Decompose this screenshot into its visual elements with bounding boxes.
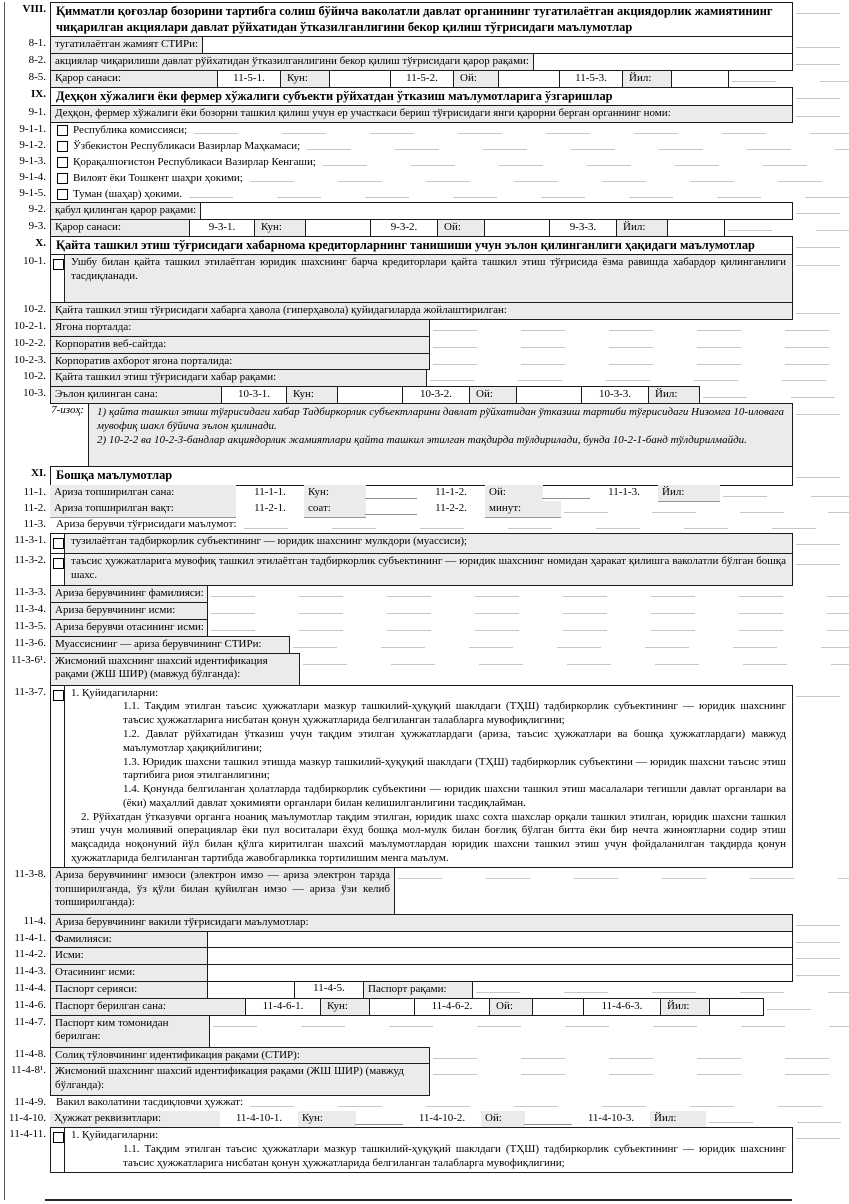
scan-artifact-dashes <box>792 931 849 949</box>
static-text: Ариза берувчи тўғрисидаги маълумот: <box>56 517 237 530</box>
scan-artifact-dashes <box>429 1063 849 1096</box>
form-row <box>0 1127 849 1172</box>
form-row <box>0 302 849 320</box>
scan-artifact-dashes <box>792 685 849 868</box>
scan-artifact-dashes <box>792 87 849 107</box>
section-title: Деҳқон хўжалиги ёки фермер хўжалиги субъекти рўйхатдан ўтказиш маълумотларига ўзгаришлар <box>50 87 793 107</box>
field-label: Деҳқон, фермер хўжалиги ёки бозорни ташкил қилиш учун ер участкаси бериш тўғрисидаги янги қарорни берган органнинг номи: <box>50 105 793 123</box>
scan-artifact-dashes <box>319 154 849 171</box>
checkbox-cell <box>50 254 65 303</box>
form-row <box>0 236 849 256</box>
field-code: 10-3-3. <box>581 386 649 404</box>
field-code: 11-5-3. <box>559 70 623 88</box>
input-box[interactable] <box>202 36 793 54</box>
form-row <box>0 585 849 603</box>
field-sublabel: Кун: <box>304 485 366 502</box>
field-label: тугатилаётган жамият СТИРи: <box>50 36 203 54</box>
form-row <box>0 122 849 139</box>
blank-underline[interactable] <box>524 1124 572 1125</box>
form-row <box>0 914 849 932</box>
form-row <box>0 653 849 686</box>
scan-artifact-dashes <box>792 2 849 37</box>
checkbox-option <box>50 154 320 171</box>
item-number: 11-4-7. <box>14 1015 46 1028</box>
field-label: Паспорт рақами: <box>363 981 473 999</box>
scan-artifact-dashes <box>792 36 849 54</box>
item-number: 9-1-5. <box>19 186 46 199</box>
scan-artifact-dashes <box>792 964 849 982</box>
scan-artifact-dashes <box>246 1095 849 1112</box>
field-code: 11-4-6-1. <box>245 998 321 1016</box>
scan-artifact-dashes <box>792 914 849 932</box>
item-number: 11-4-9. <box>14 1096 46 1109</box>
declaration-block <box>64 685 793 868</box>
field-label: Корпоратив веб-сайтда: <box>50 336 430 354</box>
section-title: Қимматли қоғозлар бозорини тартибга солиш бўйича ваколатли давлат органининг тугатилаётган акциядорлик жамиятининг чиқарилган акциялари давлат рўйхатидан ўтказилганлигини бекор қилиш тўғрисидаги маълумотлар <box>50 2 793 37</box>
field-label: Ариза берувчининг имзоси (электрон имзо — ариза электрон тарзда топширилганда, ўз қўли билан қуйилган имзо — ариза ўзи келиб топширилганда): <box>50 867 395 915</box>
field-label: Ягона порталда: <box>50 319 430 337</box>
scan-artifact-dashes <box>792 947 849 965</box>
field-label: Жисмоний шахснинг шахсий идентификация рақами (ЖШ ШИР) (мавжуд бўлганда): <box>50 1063 430 1096</box>
input-box[interactable] <box>207 947 793 965</box>
checkbox-cell <box>50 1127 65 1172</box>
field-code: 11-4-6-3. <box>583 998 661 1016</box>
scan-artifact-dashes <box>560 501 849 518</box>
field-label: Корпоратив ахборот ягона порталида: <box>50 353 430 371</box>
item-number: 11-2. <box>23 501 46 514</box>
form-row <box>0 353 849 371</box>
option-label: Республика комиссияси; <box>73 123 188 136</box>
page-bottom-border <box>45 1199 792 1201</box>
item-number: 9-3. <box>28 219 46 232</box>
item-number: 9-1. <box>28 106 46 119</box>
form-row <box>0 2 849 37</box>
form-row <box>0 636 849 654</box>
field-label: Паспорт берилган сана: <box>50 998 246 1016</box>
field-sublabel: Йил: <box>616 219 668 237</box>
item-number: 10-2. <box>23 370 46 383</box>
field-code: 10-3-2. <box>402 386 470 404</box>
statement-text: таъсис ҳужжатларига мувофиқ ташкил этилаётган тадбиркорлик субъектининг — юридик шахснинг номидан ҳаракат қилишга ваколатли бўлган бошқа шахс. <box>64 553 793 586</box>
field-sublabel: Кун: <box>320 998 370 1016</box>
item-number: X. <box>35 236 46 249</box>
field-label: Жисмоний шахснинг шахсий идентификация рақами (ЖШ ШИР) (мавжуд бўлганда): <box>50 653 300 686</box>
item-number: 11-3-1. <box>14 533 46 546</box>
field-label: Қарор санаси: <box>50 70 218 88</box>
checkbox-cell <box>50 553 65 586</box>
paragraph: 1.2. Давлат рўйхатидан ўтказиш учун тақдим этилган ҳужжатлардаги (ариза, таъсис ҳужжатлари ва бошқа ҳужжатлардаги) мавжуд маълумотлар ҳақиқийлигини; <box>123 727 786 754</box>
checkbox[interactable] <box>57 125 68 136</box>
scan-artifact-dashes <box>394 867 849 915</box>
scan-artifact-dashes <box>763 998 849 1016</box>
item-number: 10-2. <box>23 303 46 316</box>
field-sublabel: Ариза топширилган вақт: <box>50 501 236 518</box>
form-row <box>0 1047 849 1065</box>
input-box[interactable] <box>207 964 793 982</box>
paragraph: 1. Қуйидагиларни: <box>71 686 159 699</box>
field-label: Қайта ташкил этиш тўғрисидаги хабар рақами: <box>50 369 427 387</box>
form-row <box>0 219 849 237</box>
checkbox-option <box>50 170 247 187</box>
checkbox[interactable] <box>53 259 64 270</box>
field-sublabel: соат: <box>304 501 366 518</box>
field-label: Муассиснинг — ариза берувчининг СТИРи: <box>50 636 290 654</box>
item-number: 10-2-2. <box>13 336 46 349</box>
input-box[interactable] <box>533 53 793 71</box>
scan-artifact-dashes <box>207 602 849 620</box>
field-code: 9-3-2. <box>370 219 438 237</box>
checkbox[interactable] <box>53 538 64 549</box>
form-row <box>0 1063 849 1096</box>
scan-artifact-dashes <box>792 236 849 256</box>
scan-artifact-dashes <box>792 466 849 486</box>
paragraph: 1) қайта ташкил этиш тўғрисидаги хабар Тадбиркорлик субъектларини давлат рўйхатидан ўтказиш тартиби тўғрисидаги Низомга 10-иловага мувофиқ шакл бўйича эълон қилинади. <box>97 405 784 432</box>
field-sublabel: Ой: <box>489 998 533 1016</box>
item-number: VIII. <box>22 3 46 15</box>
field-sublabel: Йил: <box>648 386 700 404</box>
item-number: 11-4-11. <box>9 1128 46 1141</box>
form-row <box>0 36 849 54</box>
field-label: Қарор санаси: <box>50 219 190 237</box>
form-row <box>0 998 849 1016</box>
field-label: Қайта ташкил этиш тўғрисидаги хабарга ҳавола (гиперҳавола) қуйидагиларда жойлаштирилган: <box>50 302 793 320</box>
item-number: 11-4-4. <box>14 982 46 995</box>
item-number: 11-4-6. <box>14 998 46 1011</box>
paragraph: 2) 10-2-2 ва 10-2-3-бандлар акциядорлик жамиятлари қайта ташкил этилган тақдирда тўлдирилади, бунда 10-2-1-банд тўлдирилмайди. <box>97 433 747 446</box>
scan-artifact-dashes <box>472 981 849 999</box>
scan-artifact-dashes <box>299 653 849 686</box>
item-number: 8-2. <box>28 53 46 66</box>
input-box[interactable] <box>667 219 725 237</box>
paragraph: 1. Қуйидагиларни: <box>71 1129 159 1142</box>
scan-artifact-dashes <box>209 1015 849 1048</box>
form-row <box>0 386 849 404</box>
checkbox[interactable] <box>53 1132 64 1143</box>
item-number: 11-4-2. <box>14 948 46 961</box>
scan-artifact-dashes <box>429 319 849 337</box>
item-number: 11-3-7. <box>14 685 46 698</box>
input-box[interactable] <box>329 70 391 88</box>
scan-artifact-dashes <box>207 585 849 603</box>
form-row <box>0 466 849 486</box>
item-number: 9-1-4. <box>19 170 46 183</box>
input-box[interactable] <box>305 219 371 237</box>
item-number: 11-3-5. <box>14 619 46 632</box>
input-box[interactable] <box>498 70 560 88</box>
item-number: 11-3-6. <box>14 636 46 649</box>
field-code: 9-3-1. <box>189 219 255 237</box>
form-row <box>0 53 849 71</box>
note-block <box>88 403 793 467</box>
form-rows <box>0 2 849 1173</box>
field-sublabel: Ой: <box>437 219 485 237</box>
field-sublabel: Йил: <box>622 70 672 88</box>
item-number: XI. <box>31 466 46 479</box>
checkbox[interactable] <box>53 558 64 569</box>
scan-artifact-dashes <box>303 138 849 155</box>
field-label: Ариза берувчининг фамилияси: <box>50 585 208 603</box>
form-row <box>0 947 849 965</box>
field-code: 11-4-10-3. <box>587 1112 635 1125</box>
field-sublabel: Йил: <box>660 998 710 1016</box>
field-sublabel: минут: <box>485 501 561 518</box>
field-label: қабул қилинган қарор рақами: <box>50 202 201 220</box>
section-title: Қайта ташкил этиш тўғрисидаги хабарнома кредиторларнинг танишиши учун эълон қилинганлиги ҳақидаги маълумотлар <box>50 236 793 256</box>
field-sublabel: Ой: <box>453 70 499 88</box>
input-box[interactable] <box>484 219 550 237</box>
field-sublabel: Ой: <box>481 1111 525 1128</box>
item-number: 11-1. <box>23 485 46 498</box>
section-title: Бошқа маълумотлар <box>50 466 793 486</box>
item-number: 11-4. <box>23 914 46 927</box>
scan-artifact-dashes <box>699 386 849 404</box>
form-row <box>0 867 849 915</box>
input-box[interactable] <box>207 931 793 949</box>
field-code: 11-1-1. <box>254 485 286 498</box>
scan-artifact-dashes <box>246 170 849 187</box>
field-code: 11-1-3. <box>608 485 640 498</box>
statement-text: Ушбу билан қайта ташкил этилаётган юридик шахснинг барча кредиторлари қайта ташкил этиш тўғрисида ёзма равишда хабардор қилинганлиги тасдиқланади. <box>64 254 793 303</box>
item-number: 11-4-8. <box>14 1047 46 1060</box>
scan-artifact-dashes <box>207 619 849 637</box>
item-number: 11-3-8. <box>14 867 46 880</box>
item-number: 11-3-6¹. <box>11 653 46 666</box>
form-row <box>0 1095 849 1112</box>
form-row <box>0 170 849 187</box>
field-sublabel: Ой: <box>469 386 517 404</box>
form-row <box>0 336 849 354</box>
scan-artifact-dashes <box>719 485 849 502</box>
field-code: 11-4-10-1. <box>235 1112 283 1125</box>
input-box[interactable] <box>709 998 764 1016</box>
form-row <box>0 981 849 999</box>
input-box[interactable] <box>369 998 415 1016</box>
input-box[interactable] <box>200 202 793 220</box>
scan-artifact-dashes <box>792 533 849 555</box>
checkbox[interactable] <box>57 157 68 168</box>
field-label: Фамилияси: <box>50 931 208 949</box>
option-label: Ўзбекистон Республикаси Вазирлар Маҳкамаси; <box>73 139 301 152</box>
scan-artifact-dashes <box>728 70 849 88</box>
scan-artifact-dashes <box>792 105 849 123</box>
form-row <box>0 485 849 502</box>
checkbox[interactable] <box>53 690 64 701</box>
item-number: 10-2-1. <box>13 319 46 332</box>
field-label: Ариза берувчининг вакили тўғрисидаги маълумотлар: <box>50 914 793 932</box>
blank-underline[interactable] <box>365 498 417 499</box>
scan-artifact-dashes <box>190 122 849 139</box>
item-number: IX. <box>31 87 46 100</box>
checkbox[interactable] <box>57 189 68 200</box>
input-box[interactable] <box>207 981 295 999</box>
item-number: 10-2-3. <box>13 353 46 366</box>
item-number: 11-3-4. <box>14 603 46 616</box>
form-row <box>0 138 849 155</box>
item-number: 11-4-3. <box>14 965 46 978</box>
static-text: Вакил ваколатини тасдиқловчи ҳужжат: <box>56 1096 244 1109</box>
scan-artifact-dashes <box>792 1127 849 1172</box>
input-box[interactable] <box>532 998 584 1016</box>
field-code: 11-2-1. <box>254 501 286 514</box>
field-label: Ариза берувчининг исми: <box>50 602 208 620</box>
form-row <box>0 186 849 203</box>
form-row <box>0 369 849 387</box>
scan-artifact-dashes <box>792 302 849 320</box>
item-number: 11-4-8¹. <box>11 1064 46 1077</box>
scan-artifact-dashes <box>792 202 849 220</box>
statement-text: тузилаётган тадбиркорлик субъектининг — юридик шахснинг мулкдори (муассиси); <box>64 533 793 555</box>
item-number: 9-2. <box>28 202 46 215</box>
field-label: Паспорт ким томонидан берилган: <box>50 1015 210 1048</box>
input-box[interactable] <box>671 70 729 88</box>
form-row <box>0 403 849 467</box>
scan-artifact-dashes <box>792 254 849 303</box>
item-number: 11-3-3. <box>14 586 46 599</box>
form-row <box>0 254 849 303</box>
item-number: 11-3-2. <box>14 554 46 567</box>
form-row <box>0 154 849 171</box>
field-code: 10-3-1. <box>221 386 287 404</box>
form-row <box>0 931 849 949</box>
field-label: Отасининг исми: <box>50 964 208 982</box>
field-code: 11-5-2. <box>390 70 454 88</box>
item-number: 9-1-3. <box>19 154 46 167</box>
form-row <box>0 501 849 518</box>
checkbox-option <box>50 138 304 155</box>
scan-artifact-dashes <box>185 186 849 203</box>
form-row <box>0 964 849 982</box>
field-sublabel: Кун: <box>280 70 330 88</box>
field-sublabel: Ой: <box>485 485 543 502</box>
input-box[interactable] <box>337 386 403 404</box>
option-label: Туман (шаҳар) ҳокими. <box>73 187 183 200</box>
field-label: Эълон қилинган сана: <box>50 386 222 404</box>
form-row <box>0 202 849 220</box>
option-label: Вилоят ёки Тошкент шаҳри ҳокими; <box>73 171 243 184</box>
scan-artifact-dashes <box>705 1111 849 1128</box>
form-row <box>0 602 849 620</box>
form-row <box>0 87 849 107</box>
form-row <box>0 517 849 534</box>
form-row <box>0 1111 849 1128</box>
scan-artifact-dashes <box>724 219 849 237</box>
field-sublabel: Кун: <box>298 1111 356 1128</box>
form-row <box>0 685 849 868</box>
paragraph: 1.3. Юридик шахсни ташкил этишда мазкур ташкилий-ҳуқуқий шаклдаги (ТҲШ) тадбиркорлик субъектини — юридик шахсни таъсис этиш тартибига риоя этилганлигини; <box>123 755 786 782</box>
field-label: Ариза берувчи отасининг исми: <box>50 619 208 637</box>
blank-underline[interactable] <box>365 514 417 515</box>
scan-artifact-dashes <box>426 369 849 387</box>
item-number: 8-1. <box>28 37 46 50</box>
paragraph: 1.1. Тақдим этилган таъсис ҳужжатлари мазкур ташкилий-ҳуқуқий шаклдаги (ТҲШ) тадбиркорлик субъектининг — юридик шахснинг таъсис ҳужжатларига нисбатан қонун ҳужжатларида белгиланган талабларга мувофиқлигини; <box>123 1143 786 1170</box>
field-label: акциялар чиқарилиши давлат рўйхатидан ўтказилганлигини бекор қилиш тўғрисидаги қарор рақами: <box>50 53 534 71</box>
field-label: Исми: <box>50 947 208 965</box>
form-row <box>0 553 849 586</box>
checkbox-option <box>50 186 186 203</box>
field-code: 11-4-10-2. <box>418 1112 466 1125</box>
field-code: 11-2-2. <box>435 501 467 514</box>
item-number: 9-1-2. <box>19 138 46 151</box>
item-number: 8-5. <box>28 70 46 83</box>
paragraph: 1.1. Тақдим этилган таъсис ҳужжатлари мазкур ташкилий-ҳуқуқий шаклдаги (ТҲШ) тадбиркорлик субъектининг — юридик шахснинг таъсис ҳужжатларига нисбатан қонун ҳужжатларида белгиланган талабларга мувофиқлигини; <box>123 700 786 727</box>
field-code: 11-1-2. <box>435 485 467 498</box>
checkbox[interactable] <box>57 141 68 152</box>
field-code: 11-5-1. <box>217 70 281 88</box>
field-code: 9-3-3. <box>549 219 617 237</box>
paragraph: 2. Рўйхатдан ўтказувчи органга ноаниқ маълумотлар тақдим этилган, юридик шахс сохта шахслар орқали ташкил этилган, юридик шахсни ташкил этиш учун молиявий операциялар ёки пул воситалари ёхуд бошқа мол-мулк билан боғлиқ бўлган битта ёки бир нечта жиноятларни содир этиш мақсадида ноқонуний йўл билан қўлга киритилган шахсий маълумотлардан юридик шахсни ташкил этиш учун фойдаланилган тақдирда қонун ҳужжатларида белгиланган тартибда жавобгарликка тортилишим менга маълум. <box>71 810 786 865</box>
form-row <box>0 105 849 123</box>
field-code: 11-4-5. <box>313 982 345 995</box>
form-row <box>0 533 849 555</box>
item-number: 10-3. <box>23 387 46 400</box>
scan-artifact-dashes <box>240 517 849 534</box>
scan-artifact-dashes <box>792 403 849 467</box>
blank-underline[interactable] <box>542 498 590 499</box>
scan-artifact-dashes <box>792 553 849 586</box>
field-sublabel: Ариза топширилган сана: <box>50 485 236 502</box>
scan-artifact-dashes <box>289 636 849 654</box>
item-number: 10-1. <box>23 255 46 268</box>
checkbox[interactable] <box>57 173 68 184</box>
item-number: 11-4-10. <box>8 1112 46 1125</box>
item-number: 9-1-1. <box>19 122 46 135</box>
scan-artifact-dashes <box>792 53 849 71</box>
form-row <box>0 319 849 337</box>
field-label: Паспорт серияси: <box>50 981 208 999</box>
field-sublabel: Йил: <box>658 485 720 502</box>
form-row <box>0 70 849 88</box>
checkbox-cell <box>50 685 65 868</box>
field-code: 11-4-6-2. <box>414 998 490 1016</box>
option-label: Қорақалпоғистон Республикаси Вазирлар Кенгаши; <box>73 155 316 168</box>
field-label: Солиқ тўловчининг идентификация рақами (СТИР): <box>50 1047 430 1065</box>
item-number: 7-изоҳ: <box>51 403 84 416</box>
checkbox-cell <box>50 533 65 555</box>
checkbox-option <box>50 122 191 139</box>
item-number: 11-4-1. <box>14 931 46 944</box>
declaration-block <box>64 1127 793 1172</box>
field-sublabel: Кун: <box>286 386 338 404</box>
item-number: 11-3. <box>23 517 46 530</box>
scan-artifact-dashes <box>429 353 849 371</box>
input-box[interactable] <box>516 386 582 404</box>
field-sublabel: Кун: <box>254 219 306 237</box>
form-row <box>0 619 849 637</box>
scan-artifact-dashes <box>429 336 849 354</box>
scan-artifact-dashes <box>429 1047 849 1065</box>
field-sublabel: Йил: <box>650 1111 706 1128</box>
blank-underline[interactable] <box>355 1124 403 1125</box>
paragraph: 1.4. Қонунда белгиланган ҳолатларда тадбиркорлик субъектини — юридик шахсни ташкил этиш масалалари тегишли давлат органлари ва (ёки) маҳаллий давлат ҳокимияти органлари билан келишилганлигини тасдиқлайман. <box>123 783 786 809</box>
form-row <box>0 1015 849 1048</box>
field-sublabel: Ҳужжат реквизитлари: <box>50 1111 220 1128</box>
